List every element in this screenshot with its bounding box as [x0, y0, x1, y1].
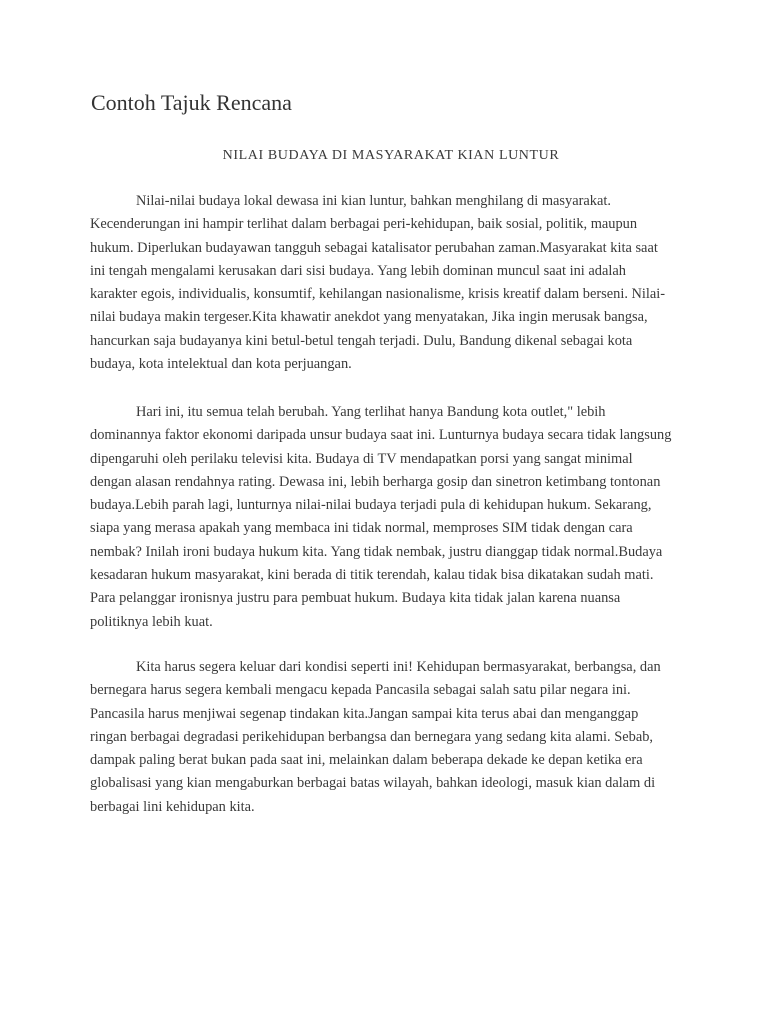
body-paragraph-2: Hari ini, itu semua telah berubah. Yang terlihat hanya Bandung kota outlet," lebih dominannya faktor ekonomi daripada unsur budaya saat ini. Lunturnya budaya secara tidak langsung dipengaruhi oleh perilaku televisi kita. Budaya di TV mendapatkan porsi yang sangat minimal dengan alasan rendahnya rating. Dewasa ini, lebih berharga gosip dan sinetron ketimbang tontonan budaya.Lebih parah lagi, lunturnya nilai-nilai budaya terjadi pula di kehidupan hukum. Sekarang, siapa yang merasa apakah yang membaca ini tidak normal, memproses SIM tidak dengan cara nembak? Inilah ironi budaya hukum kita. Yang tidak nembak, justru dianggap tidak normal.Budaya kesadaran hukum masyarakat, kini berada di titik terendah, kalau tidak bisa dikatakan sudah mati. Para pelanggar ironisnya justru para pembuat hukum. Budaya kita tidak jalan karena nuansa politiknya lebih kuat. — [90, 404, 672, 630]
document-title: Contoh Tajuk Rencana — [91, 90, 292, 115]
body-paragraph-3: Kita harus segera keluar dari kondisi seperti ini! Kehidupan bermasyarakat, berbangsa, dan bernegara harus segera kembali mengacu kepada Pancasila sebagai salah satu pilar negara ini. Pancasila harus menjiwai segenap tindakan kita.Jangan sampai kita terus abai dan menganggap ringan berbagai degradasi perikehidupan berbangsa dan bernegara yang sedang kita alami. Sebab, dampak paling berat bukan pada saat ini, melainkan dalam beberapa dekade ke depan ketika era globalisasi yang kian mengaburkan berbagai batas wilayah, bahkan ideologi, masuk kian dalam di berbagai lini kehidupan kita. — [90, 659, 661, 815]
body-paragraph-1: Nilai-nilai budaya lokal dewasa ini kian luntur, bahkan menghilang di masyarakat. Kecenderungan ini hampir terlihat dalam berbagai peri-kehidupan, baik sosial, politik, maupun hukum. Diperlukan budayawan tangguh sebagai katalisator perubahan zaman.Masyarakat kita saat ini tengah mengalami kerusakan dari sisi budaya. Yang lebih dominan muncul saat ini adalah karakter egois, individualis, konsumtif, kehilangan nasionalisme, krisis kreatif dalam berseni. Nilai-nilai budaya makin tergeser.Kita khawatir anekdot yang menyatakan, Jika ingin merusak bangsa, hancurkan saja budayanya kini betul-betul tengah terjadi. Dulu, Bandung dikenal sebagai kota budaya, kota intelektual dan kota perjuangan. — [90, 193, 666, 373]
editorial-headline: NILAI BUDAYA DI MASYARAKAT KIAN LUNTUR — [222, 148, 560, 163]
